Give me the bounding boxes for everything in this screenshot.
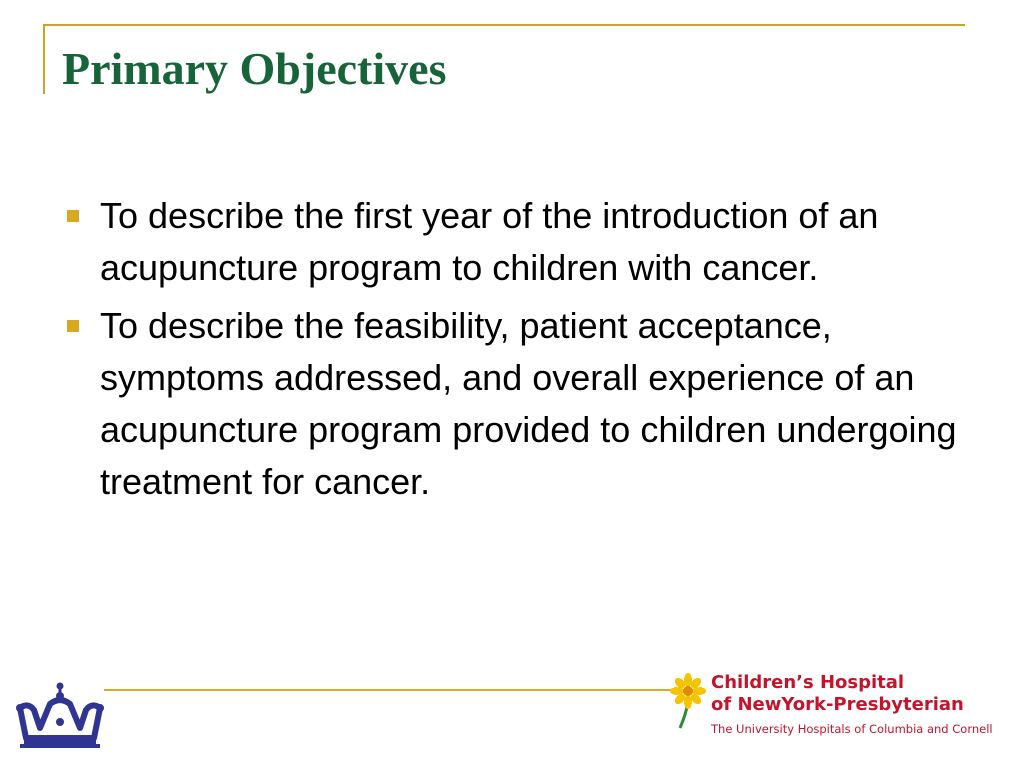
hospital-name-line2: of NewYork-Presbyterian <box>711 694 964 715</box>
hospital-name-line1: Children’s Hospital <box>711 672 905 693</box>
bullet-text: To describe the feasibility, patient acceptance, symptoms addressed, and overall experience of an acupuncture program provided to children undergoing treatment for cancer. <box>100 305 957 502</box>
bullet-list <box>62 190 982 514</box>
title-frame-left-line <box>43 24 45 94</box>
slide-title: Primary Objectives <box>62 43 447 94</box>
title-frame-top-line <box>43 24 965 26</box>
bullet-item <box>62 300 982 508</box>
daisy-icon <box>670 672 706 730</box>
crown-icon <box>14 682 106 752</box>
bullet-square-icon <box>67 320 79 332</box>
bullet-item <box>62 190 982 294</box>
bullet-square-icon <box>67 210 79 222</box>
hospital-subtitle: The University Hospitals of Columbia and Cornell <box>711 722 993 736</box>
hospital-name <box>711 672 964 716</box>
footer-divider-line <box>104 689 682 691</box>
bullet-text: To describe the first year of the introduction of an acupuncture program to children with cancer. <box>100 195 879 288</box>
